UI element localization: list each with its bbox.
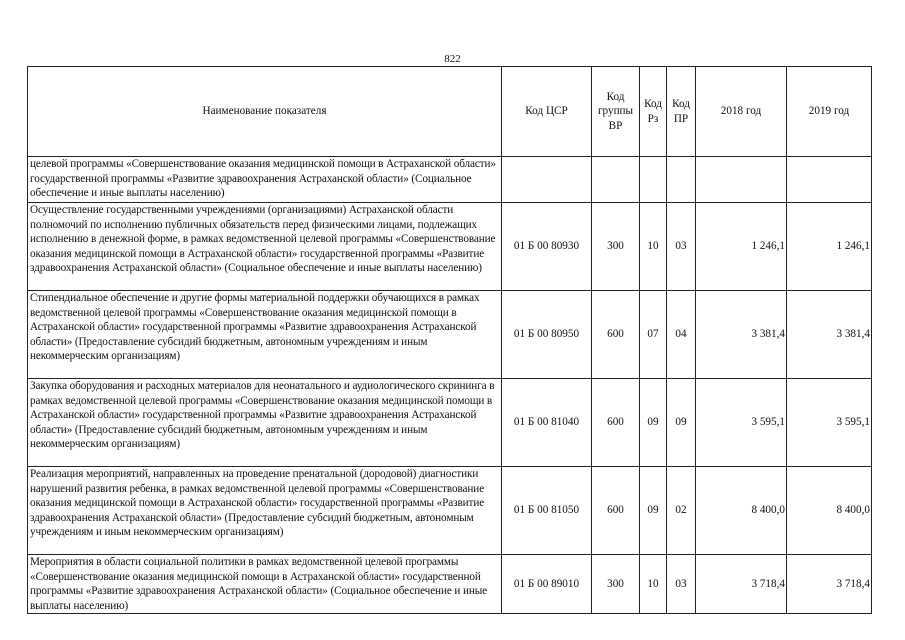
row-csr: 01 Б 00 81050 — [502, 467, 592, 555]
row-rz: 09 — [640, 467, 667, 555]
budget-table — [27, 66, 872, 614]
row-2018: 3 381,4 — [696, 291, 787, 379]
row-name: Реализация мероприятий, направленных на проведение пренатальной (дородовой) диагностики нарушений развития ребенка, в рамках ведомственной целевой программы «Совершенствование оказания медицинской помощи в Астраханской области» государственной программы «Развитие здравоохранения Астраханской области» (Предоставление субсидий бюджетным, автономным учреждениям и иным некоммерческим организациям) — [28, 467, 502, 555]
row-name: Осуществление государственными учреждениями (организациями) Астраханской области полномочий по исполнению публичных обязательств перед физическими лицами, подлежащих исполнению в денежной форме, в рамках ведомственной целевой программы «Совершенствование оказания медицинской помощи в Астраханской области» государственной программы «Развитие здравоохранения Астраханской области» (Социальное обеспечение и иные выплаты населению) — [28, 203, 502, 291]
header-2018: 2018 год — [696, 67, 787, 157]
header-2019: 2019 год — [787, 67, 872, 157]
table-row — [28, 291, 872, 379]
table-row — [28, 203, 872, 291]
row-2019: 3 381,4 — [787, 291, 872, 379]
table-row — [28, 555, 872, 614]
row-name: Мероприятия в области социальной политики в рамках ведомственной целевой программы «Совершенствование оказания медицинской помощи в Астраханской области» государственной программы «Развитие здравоохранения Астраханской области» (Социальное обеспечение и иные выплаты населению) — [28, 555, 502, 614]
row-pr: 04 — [667, 291, 696, 379]
row-rz: 07 — [640, 291, 667, 379]
row-2018: 8 400,0 — [696, 467, 787, 555]
row-csr: 01 Б 00 80930 — [502, 203, 592, 291]
page-number: 822 — [444, 53, 461, 65]
row-rz: 09 — [640, 379, 667, 467]
row-pr — [667, 157, 696, 203]
row-pr: 03 — [667, 203, 696, 291]
row-2019: 3 718,4 — [787, 555, 872, 614]
row-vr: 300 — [592, 555, 640, 614]
row-vr: 600 — [592, 467, 640, 555]
row-vr — [592, 157, 640, 203]
row-2019: 3 595,1 — [787, 379, 872, 467]
row-pr: 09 — [667, 379, 696, 467]
table-row — [28, 379, 872, 467]
row-2019: 8 400,0 — [787, 467, 872, 555]
row-2019: 1 246,1 — [787, 203, 872, 291]
row-name: Закупка оборудования и расходных материалов для неонатального и аудиологического скрининга в рамках ведомственной целевой программы «Совершенствование оказания медицинской помощи в Астраханской области» государственной программы «Развитие здравоохранения Астраханской области» (Предоставление субсидий бюджетным, автономным учреждениям и иным некоммерческим организациям) — [28, 379, 502, 467]
row-2018: 1 246,1 — [696, 203, 787, 291]
header-vr: Код группы ВР — [592, 67, 640, 157]
row-name: целевой программы «Совершенствование оказания медицинской помощи в Астраханской области» государственной программы «Развитие здравоохранения Астраханской области» (Социальное обеспечение и иные выплаты населению) — [28, 157, 502, 203]
table-row — [28, 157, 872, 203]
row-rz: 10 — [640, 203, 667, 291]
header-rz: Код Рз — [640, 67, 667, 157]
row-name: Стипендиальное обеспечение и другие формы материальной поддержки обучающихся в рамках ведомственной целевой программы «Совершенствование оказания медицинской помощи в Астраханской области» государственной программы «Развитие здравоохранения Астраханской области» (Предоставление субсидий бюджетным, автономным учреждениям и иным некоммерческим организациям) — [28, 291, 502, 379]
row-pr: 02 — [667, 467, 696, 555]
row-2019 — [787, 157, 872, 203]
row-csr: 01 Б 00 89010 — [502, 555, 592, 614]
row-csr: 01 Б 00 81040 — [502, 379, 592, 467]
header-csr: Код ЦСР — [502, 67, 592, 157]
row-pr: 03 — [667, 555, 696, 614]
header-row — [28, 67, 872, 157]
row-2018: 3 718,4 — [696, 555, 787, 614]
row-csr: 01 Б 00 80950 — [502, 291, 592, 379]
row-2018 — [696, 157, 787, 203]
header-name: Наименование показателя — [28, 67, 502, 157]
row-csr — [502, 157, 592, 203]
table-row — [28, 467, 872, 555]
row-vr: 300 — [592, 203, 640, 291]
header-pr: Код ПР — [667, 67, 696, 157]
row-vr: 600 — [592, 379, 640, 467]
row-rz — [640, 157, 667, 203]
row-2018: 3 595,1 — [696, 379, 787, 467]
row-rz: 10 — [640, 555, 667, 614]
row-vr: 600 — [592, 291, 640, 379]
